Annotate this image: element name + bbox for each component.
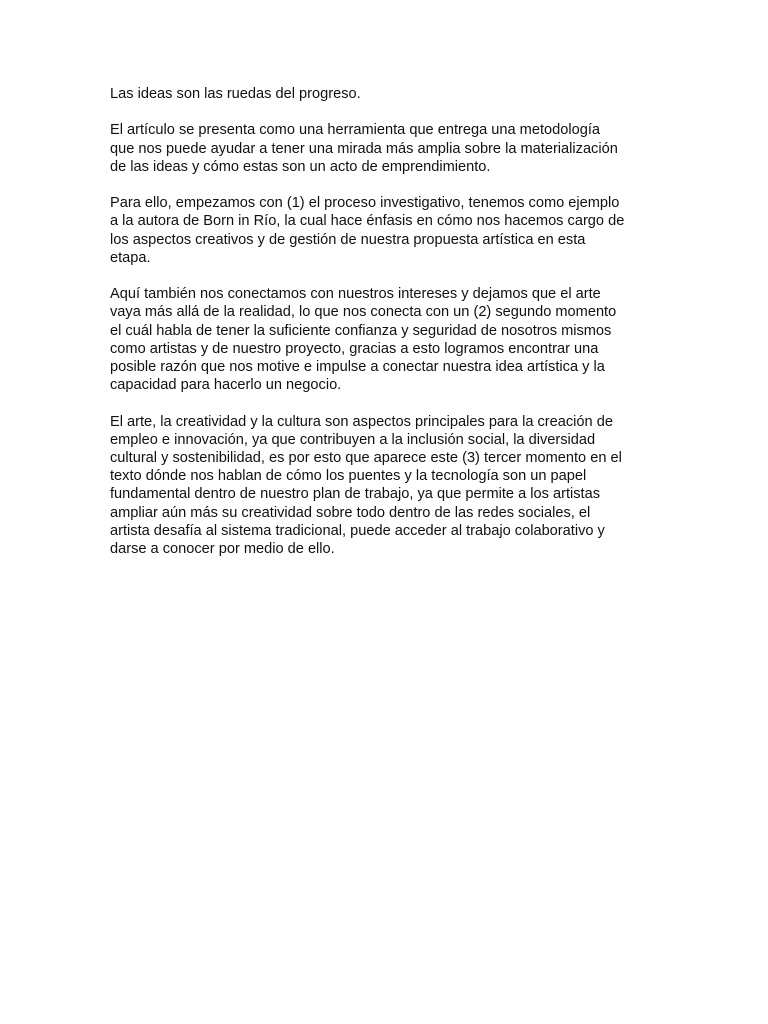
text-line: como artistas y de nuestro proyecto, gracias a esto logramos encontrar una (110, 340, 599, 357)
text-line: capacidad para hacerlo un negocio. (110, 377, 342, 394)
text-line: cultural y sostenibilidad, es por esto que aparece este (3) tercer momento en el (110, 450, 622, 466)
text-line: de las ideas y cómo estas son un acto de emprendimiento. (110, 158, 491, 175)
paragraph-title (110, 85, 670, 103)
text-line: artista desafía al sistema tradicional, puede acceder al trabajo colaborativo y (110, 522, 605, 539)
text-line: posible razón que nos motive e impulse a conectar nuestra idea artística y la (110, 359, 605, 375)
text-line: el cuál habla de tener la suficiente confianza y seguridad de nosotros mismos (110, 322, 612, 339)
text-line: empleo e innovación, ya que contribuyen a la inclusión social, la diversidad (110, 431, 596, 448)
text-line: Para ello, empezamos con (1) el proceso investigativo, tenemos como ejemplo (110, 195, 620, 212)
text-line: El artículo se presenta como una herramienta que entrega una metodología (110, 122, 601, 139)
text-line: que nos puede ayudar a tener una mirada más amplia sobre la materialización (110, 140, 618, 157)
text-line: etapa. (110, 249, 151, 266)
text-line: Aquí también nos conectamos con nuestros intereses y dejamos que el arte (110, 286, 601, 303)
document-body (110, 85, 670, 576)
paragraph-first-moment (110, 194, 670, 267)
paragraph-intro (110, 121, 670, 176)
text-line: Las ideas son las ruedas del progreso. (110, 86, 361, 102)
paragraph-second-moment (110, 285, 670, 394)
text-line: ampliar aún más su creatividad sobre todo dentro de las redes sociales, el (110, 504, 591, 521)
text-line: a la autora de Born in Río, la cual hace énfasis en cómo nos hacemos cargo de (110, 213, 625, 230)
text-line: El arte, la creatividad y la cultura son aspectos principales para la creación de (110, 413, 613, 430)
text-line: vaya más allá de la realidad, lo que nos conecta con un (2) segundo momento (110, 304, 617, 321)
paragraph-third-moment (110, 413, 670, 559)
text-line: darse a conocer por medio de ello. (110, 541, 335, 558)
text-line: texto dónde nos hablan de cómo los puentes y la tecnología son un papel (110, 468, 587, 485)
text-line: fundamental dentro de nuestro plan de trabajo, ya que permite a los artistas (110, 486, 601, 503)
text-line: los aspectos creativos y de gestión de nuestra propuesta artística en esta (110, 231, 586, 248)
